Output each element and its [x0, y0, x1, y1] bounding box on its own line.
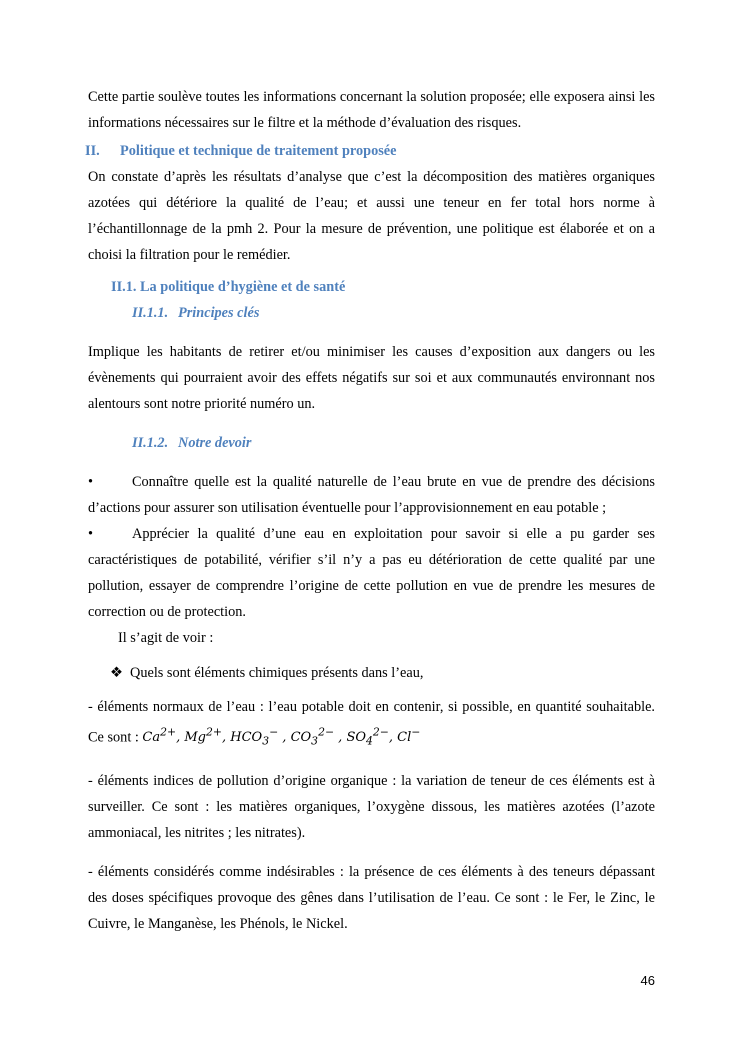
section-number: II.	[85, 143, 100, 159]
subsection-title: Principes clés	[178, 305, 260, 321]
bullet-item	[88, 521, 655, 625]
bullet-text: Apprécier la qualité d’une eau en exploitation pour savoir si elle a pu garder ses caractéristiques de potabilité, vérifier s’il n’y a pas eu détérioration de cette qualité par une pollution, essayer de comprendre l’origine de cette pollution en vue de prendre les mesures de correction ou de protection.	[88, 526, 655, 620]
diamond-bullet-icon: ❖	[110, 665, 123, 681]
page-number: 46	[640, 973, 655, 988]
bullet-text: Connaître quelle est la qualité naturelle de l’eau brute en vue de prendre des décisions d’actions pour assurer son utilisation éventuelle pour l’approvisionnement en eau potable ;	[88, 474, 655, 516]
elements-normaux-paragraph	[88, 694, 655, 755]
diamond-item	[110, 660, 655, 686]
section-heading-ii	[85, 138, 655, 164]
bullet-icon: •	[88, 526, 94, 542]
diamond-item-text: Quels sont éléments chimiques présents dans l’eau,	[130, 665, 424, 681]
document-page	[85, 84, 655, 937]
elements-indesirables-paragraph: - éléments considérés comme indésirables : la présence de ces éléments à des teneurs dépassant des doses spécifiques provoque des gênes dans l’utilisation de l’eau. Ce sont : le Fer, le Zinc, le Cuivre, le Manganèse, les Phénols, le Nickel.	[88, 863, 655, 932]
chem-formula-list: $Ca^{2+}$, $Mg^{2+}$, $HCO_3^-$ , $CO_3^{2-}$ , $SO_4^{2-}$, Cl−	[142, 726, 421, 748]
subsection-heading-ii-1-2	[132, 430, 655, 456]
intro-paragraph: Cette partie soulève toutes les informations concernant la solution proposée; elle exposera ainsi les informations nécessaires sur le filtre et la méthode d’évaluation des risques.	[88, 89, 655, 131]
section-title: Politique et technique de traitement proposée	[120, 143, 397, 159]
section-ii-paragraph: On constate d’après les résultats d’analyse que c’est la décomposition des matières organiques azotées qui détériore la qualité de l’eau; et aussi une teneur en fer total hors norme à l’échantillonnage de la pmh 2. Pour la mesure de prévention, une politique est élaborée et on a choisi la filtration pour le remédier.	[88, 169, 655, 263]
subsection-title: Notre devoir	[178, 435, 252, 451]
bullet-icon: •	[88, 474, 94, 490]
subsection-heading-ii-1-1	[132, 300, 655, 326]
principes-paragraph: Implique les habitants de retirer et/ou minimiser les causes d’exposition aux dangers ou les évènements qui pourraient avoir des effets négatifs sur soi et aux communautés environnant nos alentours sont notre priorité numéro un.	[88, 344, 655, 412]
elements-pollution-paragraph: - éléments indices de pollution d’origine organique : la variation de teneur de ces éléments est à surveiller. Ce sont : les matières organiques, l’oxygène dissous, les matières azotées (l’azote ammoniacal, les nitrites ; les nitrates).	[88, 772, 655, 841]
subsection-heading-ii-1: II.1. La politique d’hygiène et de santé	[111, 279, 346, 295]
subsection-number: II.1.2.	[132, 435, 169, 451]
elements-normaux-text: - éléments normaux de l’eau : l’eau potable doit en contenir, si possible, en quantité souhaitable. Ce sont :	[88, 699, 655, 746]
voir-line: Il s’agit de voir :	[118, 630, 214, 646]
subsection-number: II.1.1.	[132, 305, 169, 321]
bullet-item	[88, 469, 655, 521]
